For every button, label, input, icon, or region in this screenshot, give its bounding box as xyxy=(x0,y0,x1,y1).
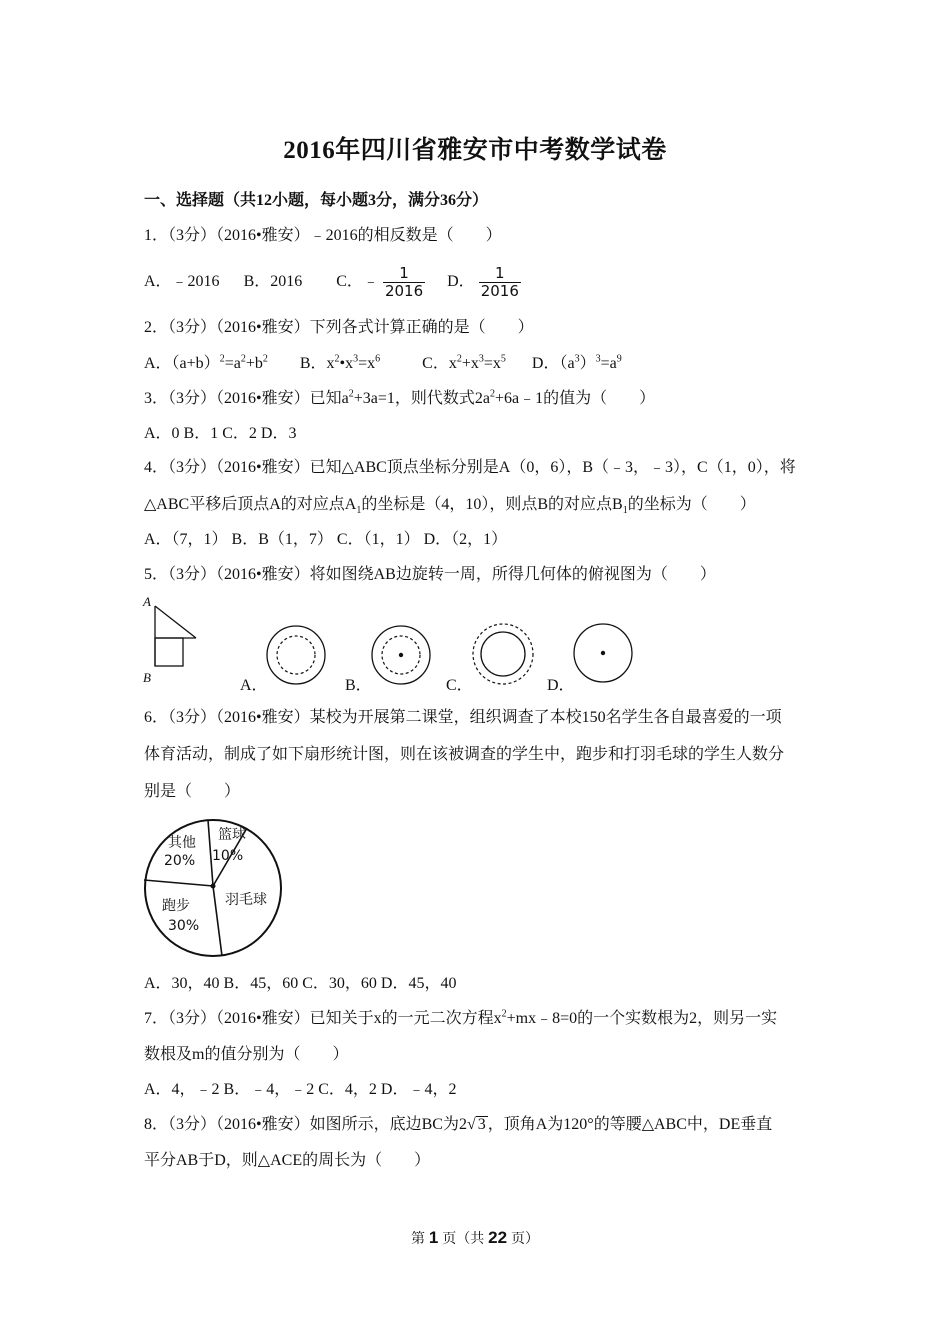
text: =x xyxy=(358,355,376,372)
sup: 2 xyxy=(489,388,495,400)
center-dot xyxy=(601,651,605,655)
pie-center-dot xyxy=(211,884,216,889)
option-d xyxy=(532,355,622,372)
question-2-options xyxy=(144,353,814,375)
text: +3a=1，则代数式2a xyxy=(353,390,490,407)
option-c xyxy=(422,355,506,372)
option-d-figure xyxy=(572,622,634,684)
sub: 1 xyxy=(622,505,628,517)
footer-text: 页（共 xyxy=(442,1230,485,1246)
outer-dashed-circle xyxy=(473,624,533,684)
sup: 2 xyxy=(219,353,225,365)
sup: 2 xyxy=(262,353,268,365)
question-4-options: A．（7，1） B．B（1，7） C．（1，1） D．（2，1） xyxy=(144,531,508,548)
sup: 2 xyxy=(456,353,462,365)
sup: 2 xyxy=(348,388,354,400)
hypotenuse xyxy=(155,606,196,638)
fraction-c xyxy=(383,265,425,300)
sup: 9 xyxy=(616,353,622,365)
sup: 2 xyxy=(240,353,246,365)
option-d-label: D． xyxy=(547,677,575,694)
fraction-numerator: 1 xyxy=(479,265,521,283)
sup: 2 xyxy=(501,1008,507,1020)
text: +6a﹣1的值为（ ） xyxy=(494,390,656,407)
footer-text: 第 xyxy=(411,1230,426,1246)
page-number: 1 xyxy=(428,1228,439,1247)
pie-label-badminton: 羽毛球 xyxy=(225,892,267,908)
pie-label-running: 跑步 xyxy=(162,898,190,914)
outer-circle xyxy=(267,626,325,684)
text: 7．（3分）（2016•雅安）已知关于x的一元二次方程x xyxy=(144,1010,502,1027)
fraction-denominator: 2016 xyxy=(480,281,519,300)
question-4-line-2 xyxy=(144,494,814,516)
text: C．x xyxy=(422,355,457,372)
inner-dashed-circle xyxy=(277,636,315,674)
point-b-label: B xyxy=(143,670,151,685)
question-8-line-1 xyxy=(144,1114,814,1136)
text: 的坐标是（4，10），则点B的对应点B xyxy=(361,496,623,513)
question-1-stem: 1．（3分）（2016•雅安）﹣2016的相反数是（ ） xyxy=(144,227,502,244)
center-dot xyxy=(399,653,403,657)
pie-divider-run-badminton xyxy=(213,886,222,956)
sup: 2 xyxy=(334,353,340,365)
inner-circle xyxy=(481,632,525,676)
option-b-figure xyxy=(370,624,432,686)
question-4-line-1: 4．（3分）（2016•雅安）已知△ABC顶点坐标分别是A（0，6），B（﹣3，﹣3），C（1，0），将 xyxy=(144,459,796,476)
sqrt-sign: √ xyxy=(466,1116,476,1133)
option-b: B．2016 xyxy=(243,273,303,290)
text: 3．（3分）（2016•雅安）已知a xyxy=(144,390,349,407)
question-3-stem xyxy=(144,388,814,410)
question-7-line-2: 数根及m的值分别为（ ） xyxy=(144,1046,349,1063)
footer-text: 页） xyxy=(510,1230,539,1246)
option-a-figure xyxy=(265,624,327,686)
option-a xyxy=(144,355,268,372)
pie-divider-other-run xyxy=(144,880,213,886)
pie-label-other: 其他 xyxy=(168,835,196,851)
question-6-line-1: 6．（3分）（2016•雅安）某校为开展第二课堂，组织调查了本校150名学生各自最喜爱的一项 xyxy=(144,709,782,726)
sup: 6 xyxy=(375,353,381,365)
section-heading: 一、选择题（共12小题，每小题3分，满分36分） xyxy=(144,192,489,209)
sup: 3 xyxy=(353,353,359,365)
pie-pct-running: 30% xyxy=(168,918,200,934)
text: +x xyxy=(461,355,479,372)
text: ） xyxy=(579,355,596,372)
text: •x xyxy=(339,355,354,372)
question-6-line-3: 别是（ ） xyxy=(144,783,241,800)
square xyxy=(155,638,183,666)
option-d: D． xyxy=(447,273,475,290)
text: B．x xyxy=(299,355,335,372)
fraction-denominator: 2016 xyxy=(384,281,424,300)
text: D．（a xyxy=(531,355,575,372)
sup: 3 xyxy=(574,353,580,365)
pie-label-basketball: 篮球 xyxy=(218,827,246,843)
sup: 5 xyxy=(500,353,506,365)
text: 的坐标为（ ） xyxy=(627,496,756,513)
total-pages: 22 xyxy=(488,1228,508,1247)
text: +b xyxy=(245,355,263,372)
text: +mx﹣8=0的一个实数根为2，则另一实 xyxy=(506,1010,778,1027)
option-b xyxy=(300,355,380,372)
pie-chart xyxy=(142,817,284,959)
question-6-options: A．30，40 B．45，60 C．30，60 D．45，40 xyxy=(144,975,457,992)
text: 8．（3分）（2016•雅安）如图所示，底边BC为2 xyxy=(144,1116,467,1133)
pie-pct-basketball: 10% xyxy=(212,848,244,864)
option-a-label: A． xyxy=(240,677,268,694)
pie-pct-other: 20% xyxy=(164,853,196,869)
fraction-numerator: 1 xyxy=(383,265,425,283)
question-5-stem: 5．（3分）（2016•雅安）将如图绕AB边旋转一周，所得几何体的俯视图为（ ） xyxy=(144,566,716,583)
text: =x xyxy=(483,355,501,372)
option-c-label: C． xyxy=(446,677,473,694)
sup: 3 xyxy=(478,353,484,365)
text: △ABC平移后顶点A的对应点A xyxy=(144,496,357,513)
question-1-options xyxy=(144,262,814,302)
question-3-options: A．0 B．1 C．2 D．3 xyxy=(144,425,297,442)
text: =a xyxy=(600,355,617,372)
option-a: A．﹣2016 xyxy=(144,273,220,290)
text: ，顶角A为120°的等腰△ABC中，DE垂直 xyxy=(487,1116,773,1133)
point-a-label: A xyxy=(143,594,151,609)
sub: 1 xyxy=(356,505,362,517)
sup: 3 xyxy=(595,353,601,365)
page-title: 2016年四川省雅安市中考数学试卷 xyxy=(283,137,667,164)
question-7-line-1 xyxy=(144,1008,814,1030)
question-8-line-2: 平分AB于D，则△ACE的周长为（ ） xyxy=(144,1152,431,1169)
rotation-figure xyxy=(140,594,202,686)
question-6-line-2: 体育活动，制成了如下扇形统计图，则在该被调查的学生中，跑步和打羽毛球的学生人数分 xyxy=(144,746,785,763)
fraction-d xyxy=(479,265,521,300)
option-c: C．﹣ xyxy=(336,273,379,290)
option-c-figure xyxy=(471,622,535,686)
question-7-options: A．4，﹣2 B．﹣4，﹣2 C．4，2 D．﹣4，2 xyxy=(144,1081,457,1098)
sqrt-radicand: 3 xyxy=(477,1116,486,1133)
question-2-stem: 2．（3分）（2016•雅安）下列各式计算正确的是（ ） xyxy=(144,319,534,336)
page-footer xyxy=(0,1228,950,1248)
option-b-label: B． xyxy=(345,677,372,694)
text: =a xyxy=(224,355,241,372)
text: A．（a+b） xyxy=(144,355,220,372)
